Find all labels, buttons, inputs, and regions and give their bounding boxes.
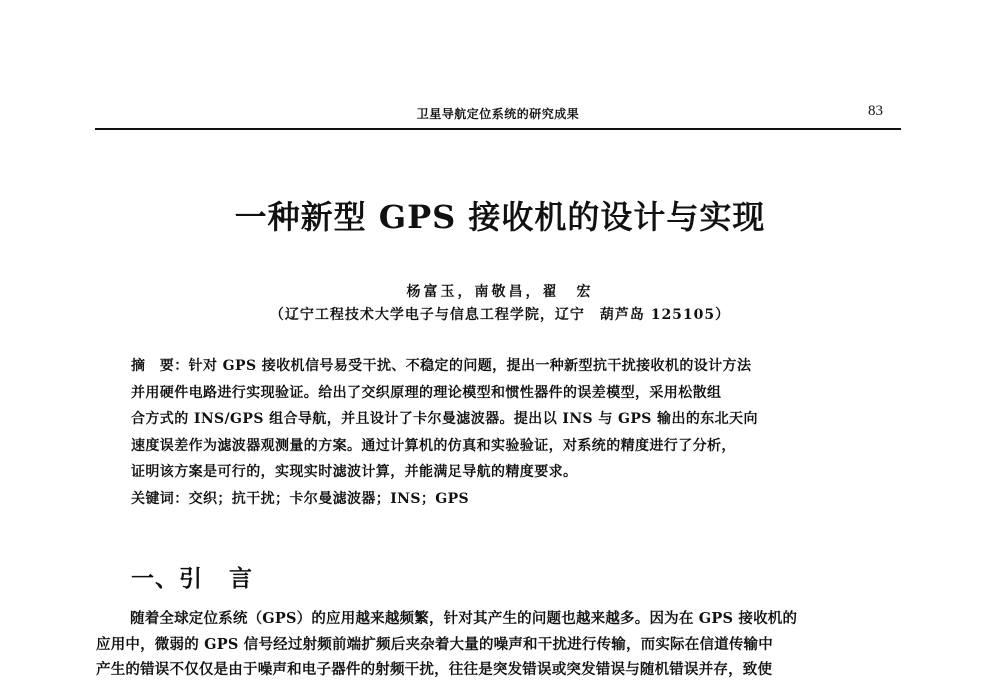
author-affiliation: （辽宁工程技术大学电子与信息工程学院，辽宁 葫芦岛 125105） [269,307,731,323]
section-heading [131,560,253,593]
section-title: 言 [229,565,253,592]
author-list: 杨富玉，南敬昌，翟 宏 [406,284,594,300]
abstract-line [131,353,871,380]
abstract-label: 摘 要： [131,358,189,374]
body-line: 随着全球定位系统（GPS）的应用越来越频繁，针对其产生的问题也越来越多。因为在 GPS 接收机的 [130,610,798,627]
page-number: 83 [868,103,883,119]
keywords-line [131,486,871,513]
abstract [131,353,871,513]
abstract-line: 速度误差作为滤波器观测量的方案。通过计算机的仿真和实验验证，对系统的精度进行了分析， [131,437,736,454]
running-head [95,102,901,124]
paper-title: 一种新型 GPS 接收机的设计与实现 [234,198,766,236]
body-line: 应用中，微弱的 GPS 信号经过射频前端扩频后夹杂着大量的噪声和干扰进行传输，而实际在信道传输中 [96,635,773,653]
abstract-line: 证明该方案是可行的，实现实时滤波计算，并能满足导航的精度要求。 [131,464,578,481]
running-title: 卫星导航定位系统的研究成果 [416,107,580,121]
header-rule [95,128,901,130]
body-text [96,606,901,683]
abstract-line: 合方式的 INS/GPS 组合导航，并且设计了卡尔曼滤波器。提出以 INS 与 GPS 输出的东北天向 [131,411,758,428]
abstract-text: 针对 GPS 接收机信号易受干扰、不稳定的问题，提出一种新型抗干扰接收机的设计方法 [188,358,752,374]
keywords-label: 关键词： [131,490,189,507]
abstract-line: 并用硬件电路进行实现验证。给出了交织原理的理论模型和惯性器件的误差模型，采用松散组 [131,384,722,401]
section-number: 一、引 [131,565,203,592]
body-line: 产生的错误不仅仅是由于噪声和电子器件的射频干扰，往往是突发错误或突发错误与随机错误并存，致使 [96,661,773,678]
keywords-text: 交织；抗干扰；卡尔曼滤波器；INS；GPS [188,490,470,507]
